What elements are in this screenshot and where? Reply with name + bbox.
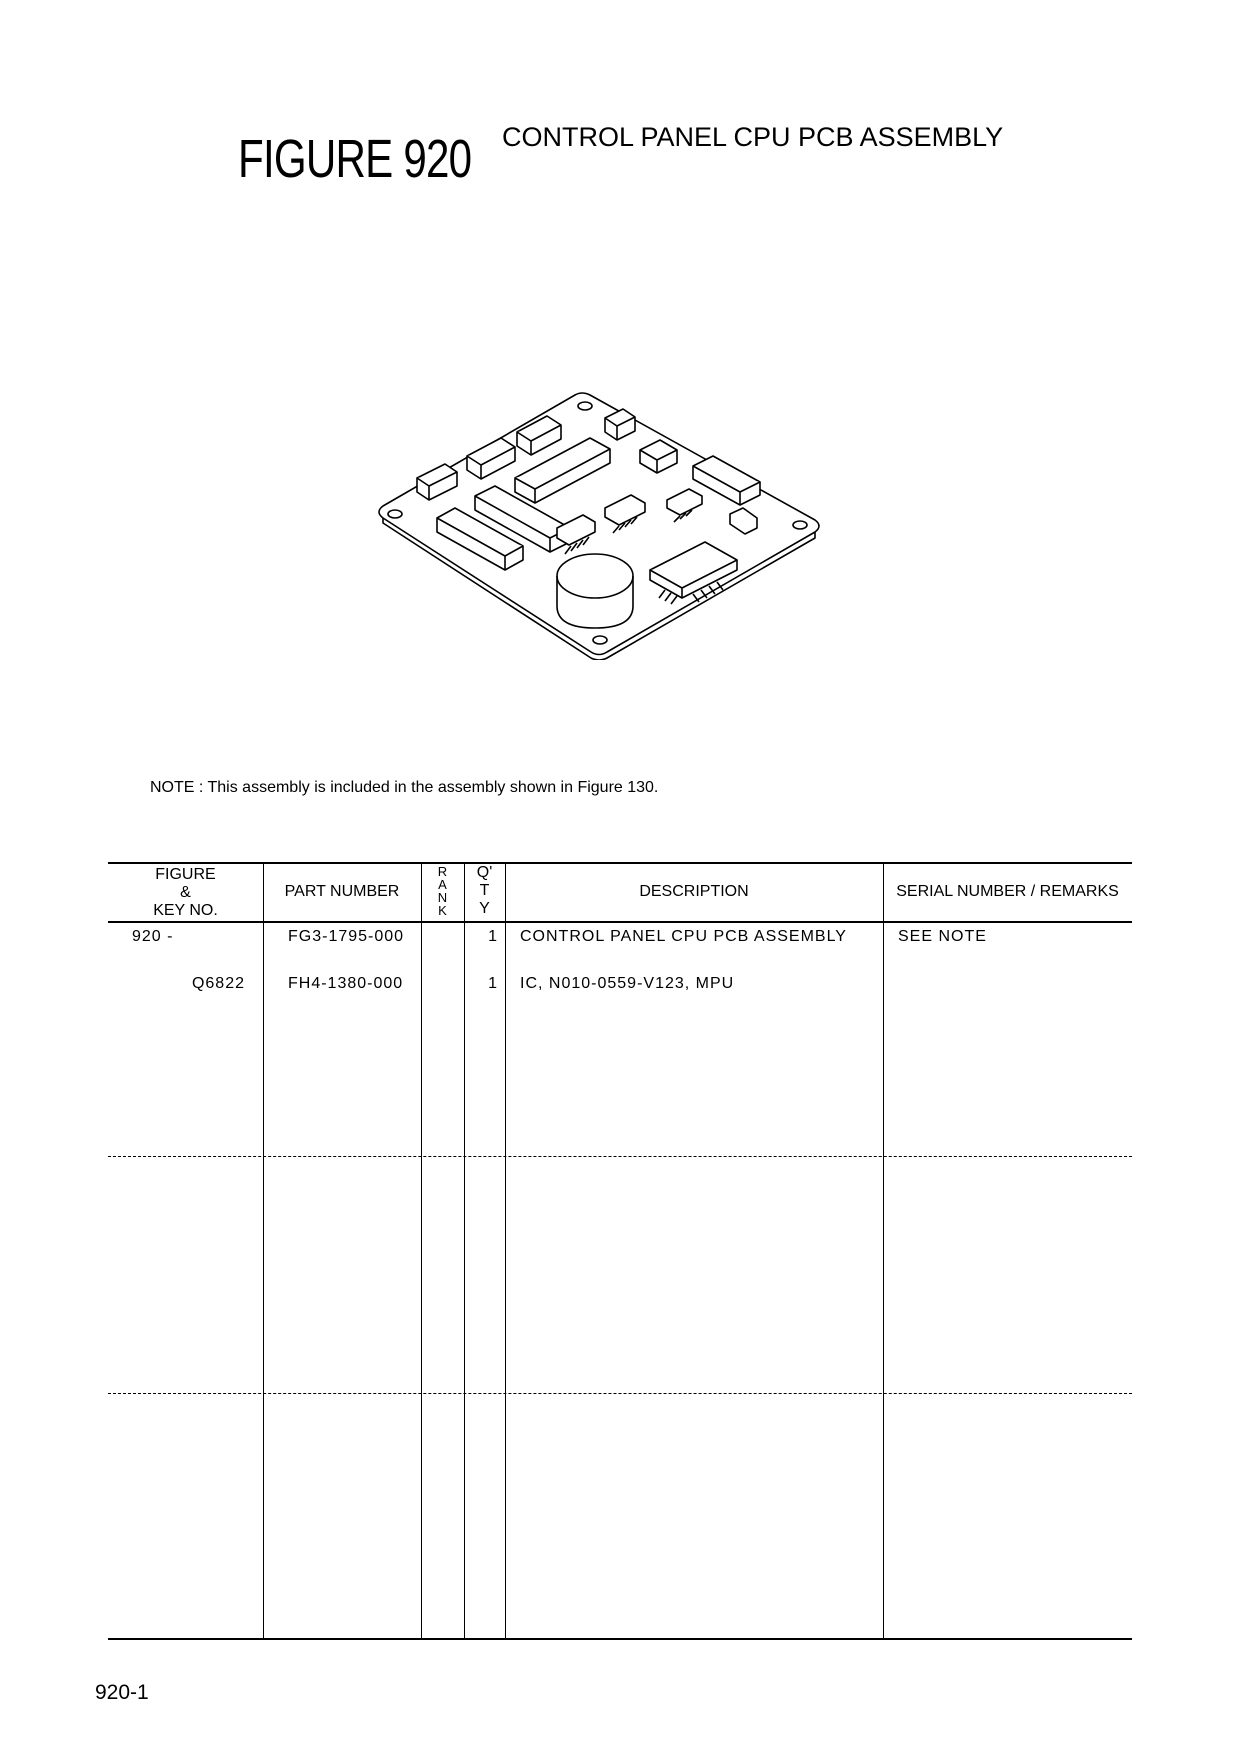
row-figure-key: Q6822	[191, 975, 245, 992]
table-bottom-rule	[108, 1638, 1132, 1640]
row-qty: 1	[488, 975, 498, 992]
column-divider	[421, 862, 422, 1640]
row-description: IC, N010-0559-V123, MPU	[520, 975, 735, 992]
assembly-note: NOTE : This assembly is included in the assembly shown in Figure 130.	[150, 779, 659, 796]
header-rank: R A N K	[437, 864, 448, 918]
column-divider	[883, 862, 884, 1640]
header-bottom-rule	[108, 921, 1132, 923]
parts-table	[108, 862, 1132, 1640]
header-part-number: PART NUMBER	[284, 883, 400, 900]
row-figure-key: 920 -	[132, 928, 174, 945]
row-remarks: SEE NOTE	[898, 928, 987, 945]
header-qty: Q' T Y	[476, 864, 493, 917]
page-number: 920-1	[95, 1681, 149, 1704]
header-figure-key: FIGURE & KEY NO.	[153, 866, 218, 919]
pcb-assembly-icon	[375, 390, 825, 660]
row-description: CONTROL PANEL CPU PCB ASSEMBLY	[520, 928, 847, 945]
figure-title: CONTROL PANEL CPU PCB ASSEMBLY	[502, 122, 1004, 152]
header-remarks: SERIAL NUMBER / REMARKS	[896, 883, 1119, 900]
table-top-rule	[108, 862, 1132, 864]
row-part-number: FH4-1380-000	[288, 975, 404, 992]
row-part-number: FG3-1795-000	[288, 928, 405, 945]
figure-label: FIGURE 920	[238, 129, 472, 189]
section-divider	[108, 1393, 1132, 1394]
column-divider	[263, 862, 264, 1640]
column-divider	[505, 862, 506, 1640]
header-description: DESCRIPTION	[639, 883, 749, 900]
section-divider	[108, 1156, 1132, 1157]
row-qty: 1	[488, 928, 498, 945]
